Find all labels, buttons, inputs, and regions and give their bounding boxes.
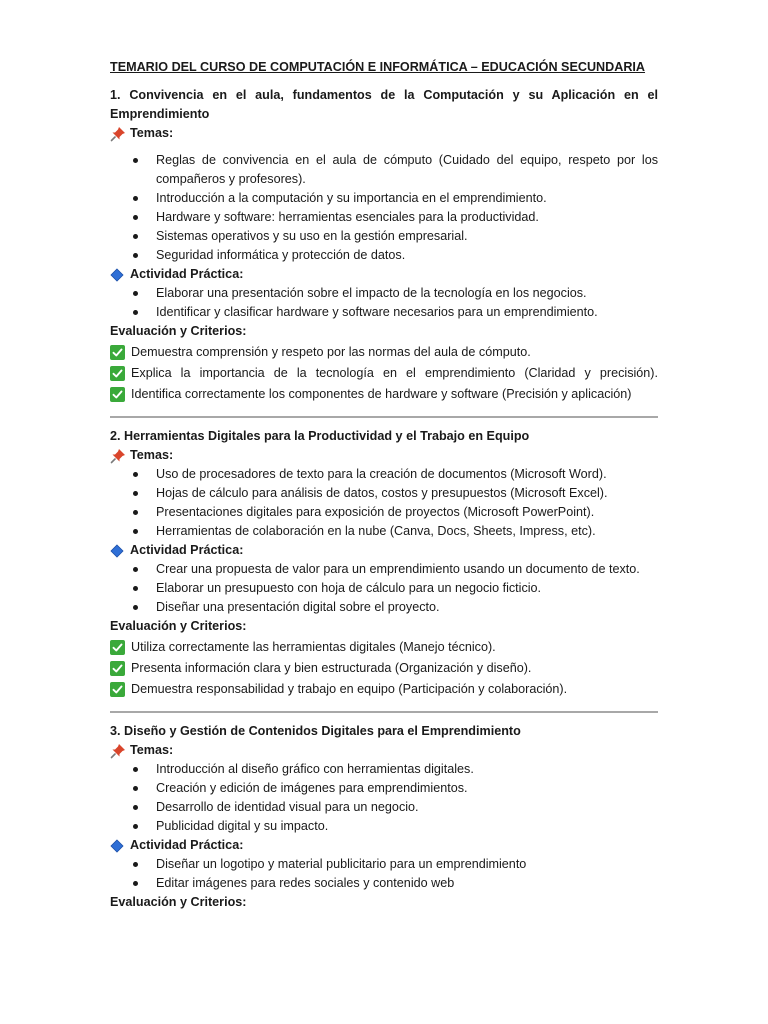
section-heading: 3. Diseño y Gestión de Contenidos Digitales para el Emprendimiento bbox=[110, 724, 521, 738]
temas-label-text: Temas: bbox=[130, 743, 174, 757]
list-item: Identificar y clasificar hardware y software necesarios para un emprendimiento. bbox=[110, 303, 658, 322]
criterion-item bbox=[110, 680, 658, 699]
pushpin-icon bbox=[110, 126, 130, 142]
temas-label bbox=[110, 741, 658, 760]
list-item: Diseñar una presentación digital sobre el proyecto. bbox=[110, 598, 658, 617]
section-divider bbox=[110, 416, 658, 418]
list-item: Hojas de cálculo para análisis de datos, costos y presupuestos (Microsoft Excel). bbox=[110, 484, 658, 503]
temas-list bbox=[110, 465, 658, 541]
list-item: Editar imágenes para redes sociales y contenido web bbox=[110, 874, 658, 893]
temas-label bbox=[110, 446, 658, 465]
list-item: Presentaciones digitales para exposición de proyectos (Microsoft PowerPoint). bbox=[110, 503, 658, 522]
criterion-item bbox=[110, 364, 658, 383]
actividad-list bbox=[110, 855, 658, 893]
blue-diamond-icon bbox=[110, 839, 130, 853]
section-3 bbox=[110, 722, 658, 912]
criterion-text: Explica la importancia de la tecnología en el emprendimiento (Claridad y precisión). bbox=[131, 366, 658, 380]
section-1 bbox=[110, 86, 658, 404]
list-item: Crear una propuesta de valor para un emprendimiento usando un documento de texto. bbox=[110, 560, 658, 579]
temas-label bbox=[110, 124, 658, 143]
list-item: Hardware y software: herramientas esenciales para la productividad. bbox=[110, 208, 658, 227]
section-divider bbox=[110, 711, 658, 713]
check-mark-icon bbox=[110, 387, 125, 402]
actividad-label bbox=[110, 836, 658, 855]
section-heading: 2. Herramientas Digitales para la Productividad y el Trabajo en Equipo bbox=[110, 429, 530, 443]
check-mark-icon bbox=[110, 661, 125, 676]
list-item: Seguridad informática y protección de datos. bbox=[110, 246, 658, 265]
list-item: Elaborar un presupuesto con hoja de cálculo para un negocio ficticio. bbox=[110, 579, 658, 598]
blue-diamond-icon bbox=[110, 268, 130, 282]
evaluacion-label: Evaluación y Criterios: bbox=[110, 324, 247, 338]
criterion-text: Utiliza correctamente las herramientas digitales (Manejo técnico). bbox=[131, 640, 496, 654]
document-title: TEMARIO DEL CURSO DE COMPUTACIÓN E INFORMÁTICA – EDUCACIÓN SECUNDARIA bbox=[110, 60, 646, 74]
evaluacion-label: Evaluación y Criterios: bbox=[110, 895, 247, 909]
criterion-text: Demuestra comprensión y respeto por las normas del aula de cómputo. bbox=[131, 345, 531, 359]
blue-diamond-icon bbox=[110, 544, 130, 558]
criterion-text: Presenta información clara y bien estructurada (Organización y diseño). bbox=[131, 661, 532, 675]
list-item: Desarrollo de identidad visual para un negocio. bbox=[110, 798, 658, 817]
list-item: Herramientas de colaboración en la nube (Canva, Docs, Sheets, Impress, etc). bbox=[110, 522, 658, 541]
evaluacion-label: Evaluación y Criterios: bbox=[110, 619, 247, 633]
list-item: Publicidad digital y su impacto. bbox=[110, 817, 658, 836]
list-item: Uso de procesadores de texto para la creación de documentos (Microsoft Word). bbox=[110, 465, 658, 484]
actividad-list bbox=[110, 560, 658, 617]
check-mark-icon bbox=[110, 640, 125, 655]
list-item: Creación y edición de imágenes para emprendimientos. bbox=[110, 779, 658, 798]
criterion-text: Demuestra responsabilidad y trabajo en equipo (Participación y colaboración). bbox=[131, 682, 568, 696]
list-item: Introducción a la computación y su importancia en el emprendimiento. bbox=[110, 189, 658, 208]
criterion-item bbox=[110, 659, 658, 678]
temas-list bbox=[110, 151, 658, 265]
criterion-item bbox=[110, 638, 658, 657]
section-heading: 1. Convivencia en el aula, fundamentos de la Computación y su Aplicación en el Emprendimiento bbox=[110, 88, 658, 121]
criterion-item bbox=[110, 343, 658, 362]
actividad-label-text: Actividad Práctica: bbox=[130, 267, 244, 281]
criterion-text: Identifica correctamente los componentes de hardware y software (Precisión y aplicación) bbox=[131, 387, 632, 401]
document-content bbox=[110, 58, 658, 912]
pushpin-icon bbox=[110, 743, 130, 759]
section-2 bbox=[110, 427, 658, 699]
temas-label-text: Temas: bbox=[130, 126, 174, 140]
temas-list bbox=[110, 760, 658, 836]
actividad-label bbox=[110, 265, 658, 284]
pushpin-icon bbox=[110, 448, 130, 464]
check-mark-icon bbox=[110, 366, 125, 381]
list-item: Elaborar una presentación sobre el impacto de la tecnología en los negocios. bbox=[110, 284, 658, 303]
temas-label-text: Temas: bbox=[130, 448, 174, 462]
check-mark-icon bbox=[110, 345, 125, 360]
actividad-label bbox=[110, 541, 658, 560]
actividad-label-text: Actividad Práctica: bbox=[130, 543, 244, 557]
list-item: Sistemas operativos y su uso en la gestión empresarial. bbox=[110, 227, 658, 246]
list-item: Reglas de convivencia en el aula de cómputo (Cuidado del equipo, respeto por los compañeros y profesores). bbox=[110, 151, 658, 189]
actividad-list bbox=[110, 284, 658, 322]
list-item: Diseñar un logotipo y material publicitario para un emprendimiento bbox=[110, 855, 658, 874]
actividad-label-text: Actividad Práctica: bbox=[130, 838, 244, 852]
check-mark-icon bbox=[110, 682, 125, 697]
criterion-item bbox=[110, 385, 658, 404]
list-item: Introducción al diseño gráfico con herramientas digitales. bbox=[110, 760, 658, 779]
